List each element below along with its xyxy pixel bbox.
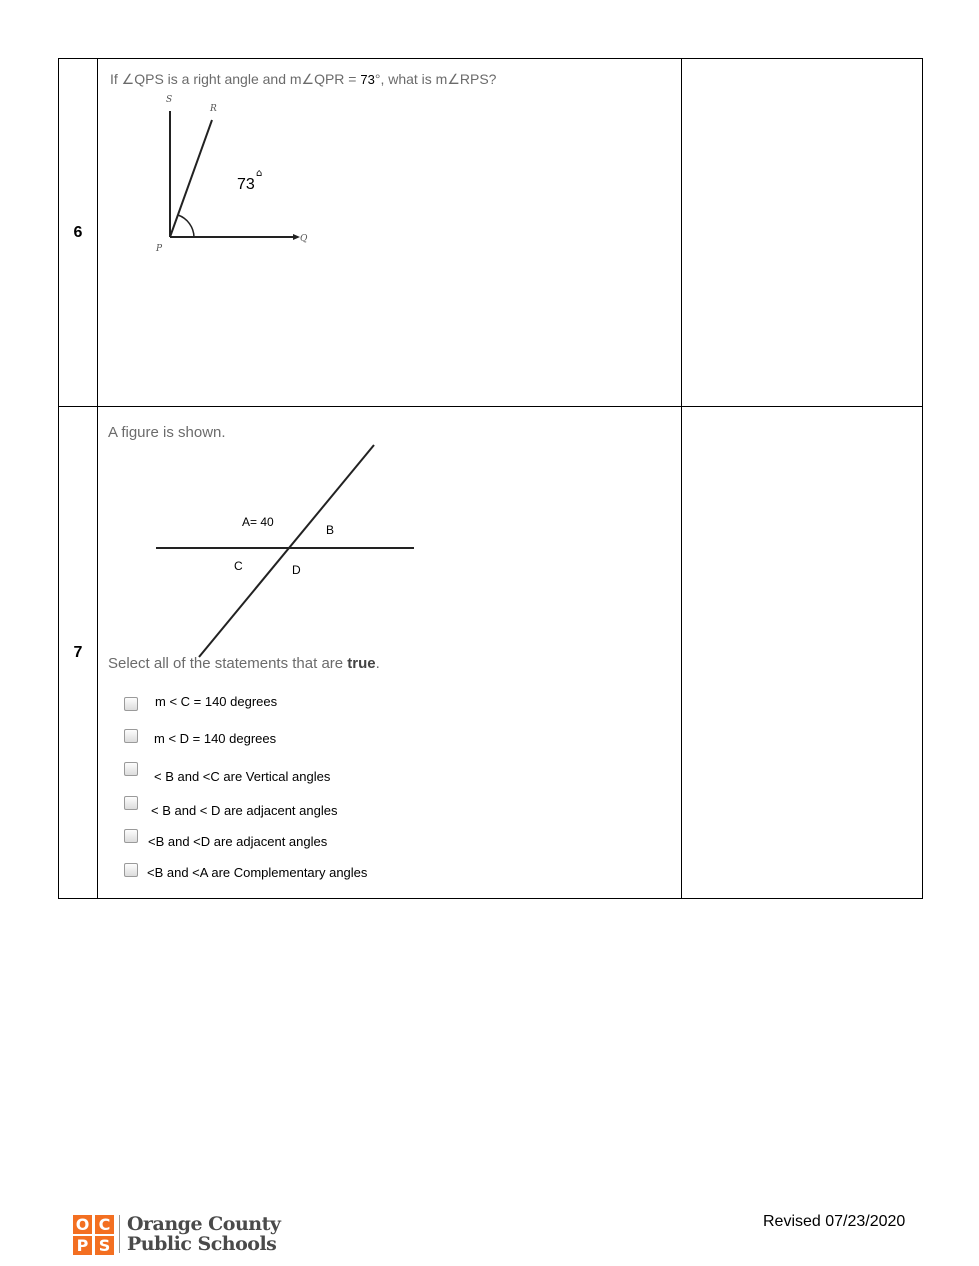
option-checkbox[interactable]: [124, 697, 138, 711]
question-cell: [98, 59, 682, 407]
label-b: B: [326, 523, 335, 537]
angle-arc: [178, 215, 194, 237]
option-checkbox[interactable]: [124, 762, 138, 776]
label-p: P: [156, 244, 163, 254]
logo-tile: O: [73, 1215, 92, 1234]
logo-tile: S: [95, 1236, 114, 1255]
select-emphasis: true: [347, 655, 376, 672]
label-a: A= 40: [242, 515, 274, 529]
label-s: S: [166, 95, 173, 105]
questions-table: [58, 58, 923, 899]
degree-mark: ⌂: [256, 168, 263, 179]
arrow-q: [293, 234, 300, 240]
transversal-line: [199, 445, 374, 657]
logo-tile: P: [73, 1236, 92, 1255]
question-number: 7: [59, 407, 98, 899]
prompt-start: If ∠QPS is a right angle and m∠QPR =: [110, 71, 361, 87]
option-checkbox[interactable]: [124, 796, 138, 810]
question-prompt: [110, 71, 496, 88]
label-d: D: [292, 563, 301, 577]
option-label: <B and <D are adjacent angles: [148, 834, 328, 849]
question-cell: [98, 407, 682, 899]
label-c: C: [234, 559, 243, 573]
angle-label: 73: [237, 176, 255, 193]
logo-line-2: Public Schools: [127, 1233, 277, 1255]
label-q: Q: [300, 234, 308, 244]
prompt-end: °, what is m∠RPS?: [374, 71, 497, 87]
label-r: R: [210, 104, 217, 114]
question-intro: A figure is shown.: [108, 424, 226, 441]
question-number: 6: [59, 59, 98, 407]
option-checkbox[interactable]: [124, 829, 138, 843]
option-label: <B and <A are Complementary angles: [147, 865, 368, 880]
ray-pr: [170, 120, 212, 237]
logo-tile: C: [95, 1215, 114, 1234]
answer-cell: [682, 407, 923, 899]
transversal-figure: [156, 443, 416, 658]
option-label: m < C = 140 degrees: [155, 694, 278, 709]
logo-line-1: Orange County: [127, 1213, 281, 1235]
question-row-7: [59, 407, 923, 899]
option-label: m < D = 140 degrees: [154, 731, 277, 746]
right-angle-figure: [138, 91, 358, 261]
angle-value: 73: [360, 72, 375, 87]
select-prefix: Select all of the statements that are: [108, 655, 348, 672]
option-checkbox[interactable]: [124, 863, 138, 877]
option-checkbox[interactable]: [124, 729, 138, 743]
select-instruction: [108, 655, 380, 672]
revised-date: Revised 07/23/2020: [763, 1213, 906, 1230]
ocps-logo: [73, 1213, 283, 1257]
answer-cell: [682, 59, 923, 407]
question-row-6: [59, 59, 923, 407]
option-label: < B and < D are adjacent angles: [151, 803, 338, 818]
logo-divider: [119, 1215, 120, 1253]
option-label: < B and <C are Vertical angles: [154, 769, 331, 784]
select-suffix: .: [375, 655, 380, 672]
